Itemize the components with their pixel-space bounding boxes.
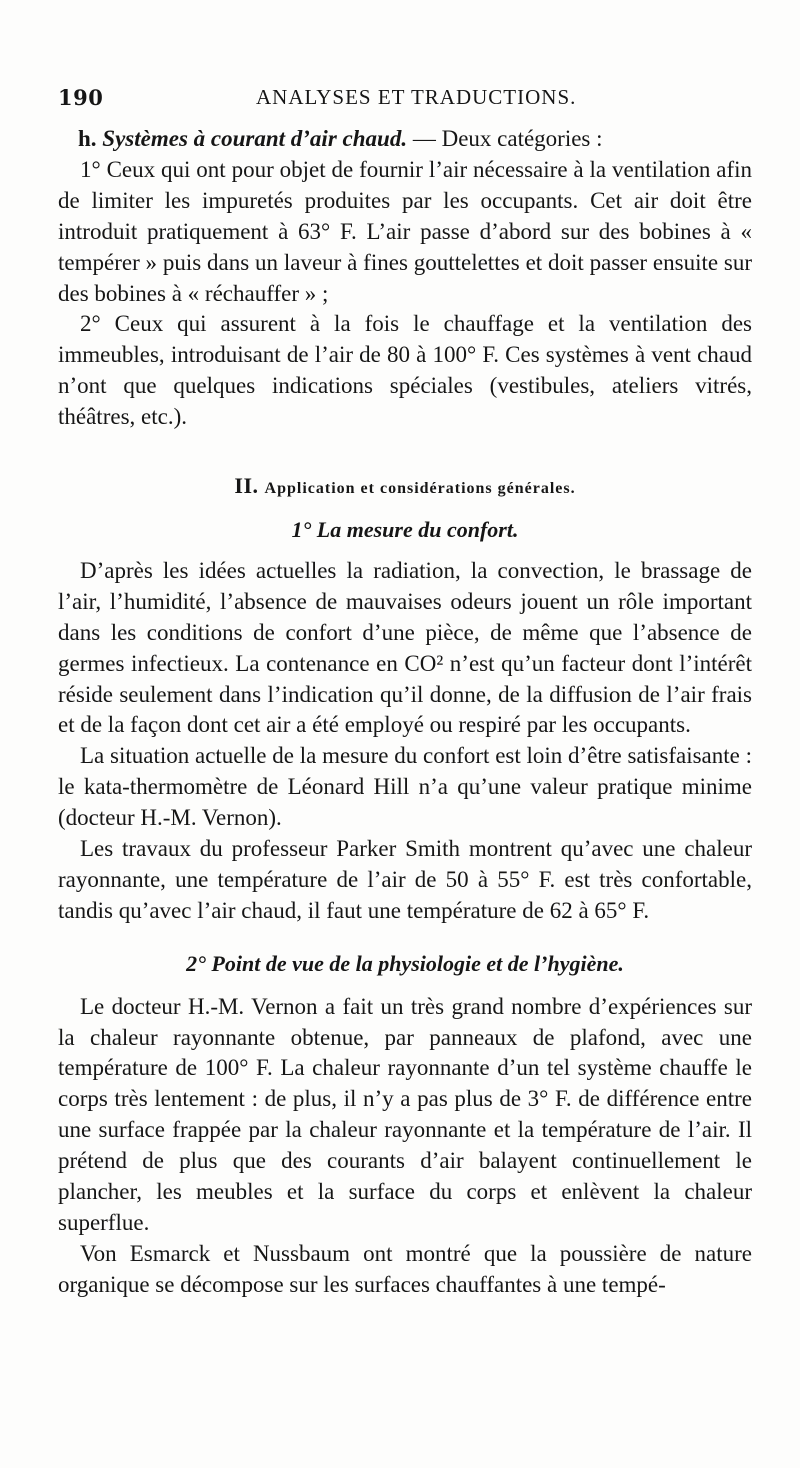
- subheading-2: 2° Point de vue de la physiologie et de l’hygiène.: [186, 950, 624, 976]
- subheading-1: 1° La mesure du confort.: [291, 516, 519, 542]
- paragraph-5: Les travaux du professeur Parker Smith montrent qu’avec une chaleur rayonnante, une température de l’air de 50 à 55° F. est très confortable, tandis qu’avec l’air chaud, il faut une température de 62 à 65° F.: [58, 836, 752, 923]
- paragraph-4: La situation actuelle de la mesure du confort est loin d’être satisfaisante : le kata-thermomètre de Léonard Hill n’a qu’une valeur pratique minime (docteur H.-M. Vernon).: [58, 743, 752, 831]
- paragraph-2: 2° Ceux qui assurent à la fois le chauffage et la ventilation des immeubles, introduisant de l’air de 80 à 100° F. Ces systèmes à vent chaud n’ont que quelques indications spéciales (vestibules, ateliers vitrés, théâtres, etc.).: [58, 311, 752, 430]
- body-text: [58, 124, 752, 1301]
- section-number: II.: [234, 473, 259, 499]
- paragraph-1: 1° Ceux qui ont pour objet de fournir l’air nécessaire à la ventilation afin de limiter les impuretés produites par les occupants. Cet air doit être introduit pratiquement à 63° F. L’air passe d’abord sur des bobines à « tempérer » puis dans un laveur à fines gouttelettes et doit passer ensuite sur des bobines à « réchauffer » ;: [58, 156, 752, 306]
- paragraph-3: D’après les idées actuelles la radiation, la convection, le brassage de l’air, l’humidité, l’absence de mauvaises odeurs jouent un rôle important dans les conditions de confort d’une pièce, de même que l’absence de germes infectieux. La contenance en CO² n’est qu’un facteur dont l’intérêt réside seulement dans l’indication qu’il donne, de la diffusion de l’air frais et de la façon dont cet air a été employé ou respiré par les occupants.: [58, 557, 752, 738]
- paragraph-h-heading: [58, 124, 752, 155]
- paragraph-6: Le docteur H.-M. Vernon a fait un très grand nombre d’expériences sur la chaleur rayonnante obtenue, par panneaux de plafond, avec une température de 100° F. La chaleur rayonnante d’un tel système chauffe le corps très lentement : de plus, il n’y a pas plus de 3° F. de différence entre une surface frappée par la chaleur rayonnante et la température de l’air. Il prétend de plus que des courants d’air balayent continuellement le plancher, les meubles et la surface du corps et enlèvent la chaleur superflue.: [58, 993, 752, 1235]
- section-heading-II: [58, 471, 752, 505]
- page-header: [58, 85, 740, 119]
- h-rest: — Deux catégories :: [407, 126, 603, 151]
- paragraph-7: Von Esmarck et Nussbaum ont montré que la poussière de nature organique se décompose sur les surfaces chauffantes à une tempé-: [58, 1240, 752, 1297]
- section-title: Application et considérations générales.: [264, 480, 576, 498]
- page-number: 190: [58, 85, 104, 110]
- running-head: ANALYSES ET TRADUCTIONS.: [256, 85, 577, 109]
- h-label: h.: [78, 126, 97, 151]
- h-title: Systèmes à courant d’air chaud.: [102, 126, 408, 151]
